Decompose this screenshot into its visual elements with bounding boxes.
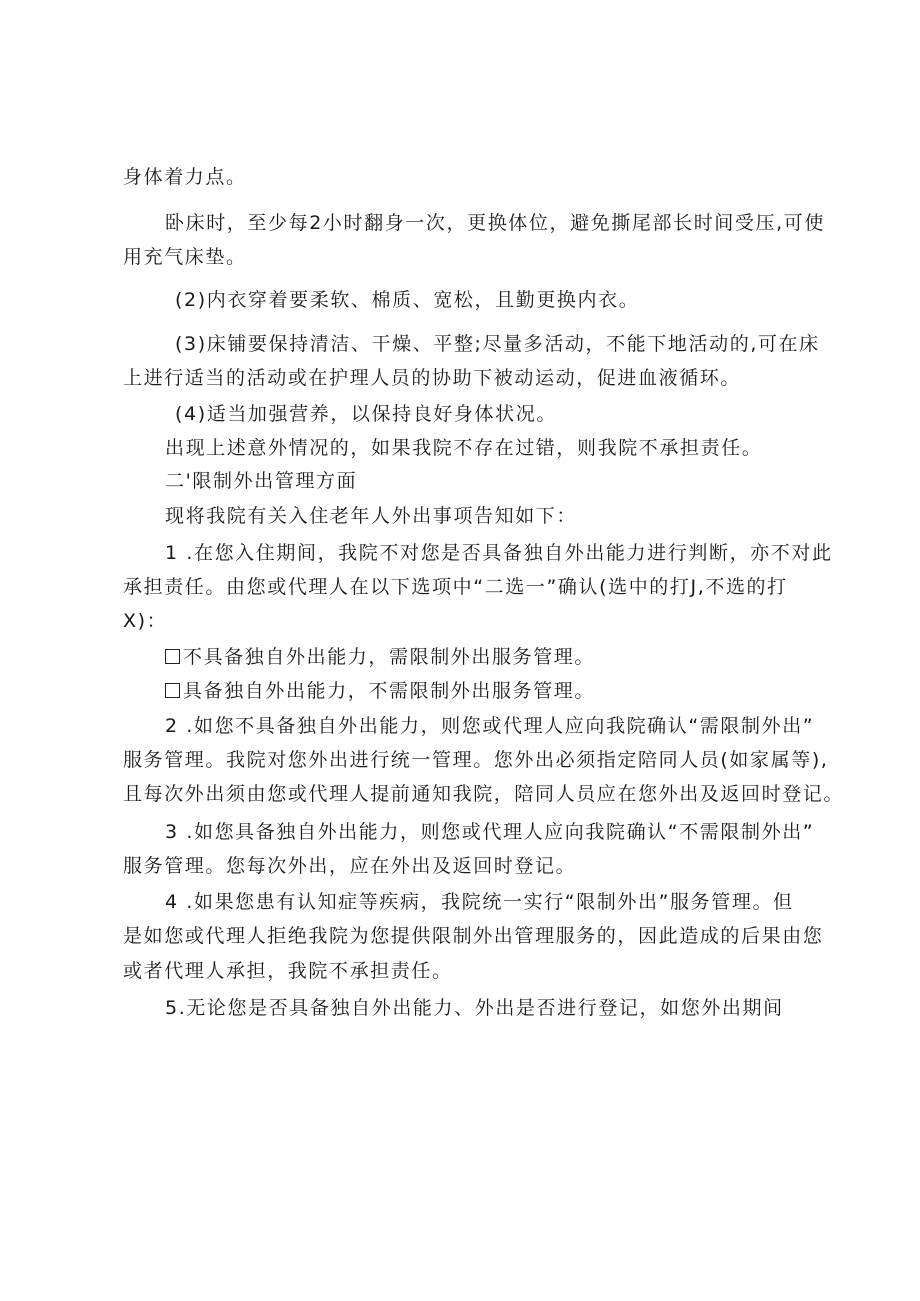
- text-line: 5.无论您是否具备独自外出能力、外出是否进行登记，如您外出期间: [165, 997, 784, 1019]
- text-line: X)：: [123, 610, 168, 632]
- text-line: 身体着力点。: [123, 166, 247, 188]
- option-label: 不具备独自外出能力，需限制外出服务管理。: [183, 646, 596, 668]
- text-line: 出现上述意外情况的，如果我院不存在过错，则我院不承担责任。: [165, 437, 763, 459]
- checkbox-icon: [165, 649, 180, 664]
- section-heading: 二'限制外出管理方面: [165, 470, 358, 492]
- text-line: (2)内衣穿着要柔软、棉质、宽松，且勤更换内衣。: [175, 289, 640, 311]
- text-line: 用充气床垫。: [123, 246, 247, 268]
- text-line: (3)床铺要保持清洁、干燥、平整;尽量多活动，不能下地活动的,可在床: [175, 333, 820, 355]
- text-line: (4)适当加强营养，以保持良好身体状况。: [175, 403, 557, 425]
- text-line: 承担责任。由您或代理人在以下选项中“二选一”确认(选中的打J,不选的打: [123, 576, 788, 598]
- text-line: 卧床时，至少每2小时翻身一次，更换体位，避免撕尾部长时间受压,可使: [165, 212, 825, 234]
- text-line: 服务管理。我院对您外出进行统一管理。您外出必须指定陪同人员(如家属等),: [123, 749, 829, 771]
- text-line: 1 .在您入住期间，我院不对您是否具备独自外出能力进行判断，亦不对此: [165, 542, 833, 564]
- text-line: 或者代理人承担，我院不承担责任。: [123, 960, 453, 982]
- text-line: 2 .如您不具备独自外出能力，则您或代理人应向我院确认“需限制外出”: [165, 715, 815, 737]
- text-line: 3 .如您具备独自外出能力，则您或代理人应向我院确认“不需限制外出”: [165, 821, 815, 843]
- text-line: 上进行适当的活动或在护理人员的协助下被动运动，促进血液循环。: [123, 367, 742, 389]
- checkbox-icon: [165, 683, 180, 698]
- option-not-capable: [165, 644, 595, 670]
- text-line: 现将我院有关入住老年人外出事项告知如下：: [165, 505, 578, 527]
- option-label: 具备独自外出能力，不需限制外出服务管理。: [183, 680, 596, 702]
- text-line: 服务管理。您每次外出，应在外出及返回时登记。: [123, 855, 577, 877]
- option-capable: [165, 678, 595, 704]
- text-line: 是如您或代理人拒绝我院为您提供限制外出管理服务的，因此造成的后果由您: [123, 925, 824, 947]
- text-line: 4 .如果您患有认知症等疾病，我院统一实行“限制外出”服务管理。但: [165, 891, 794, 913]
- text-line: 且每次外出须由您或代理人提前通知我院，陪同人员应在您外出及返回时登记。: [123, 783, 845, 805]
